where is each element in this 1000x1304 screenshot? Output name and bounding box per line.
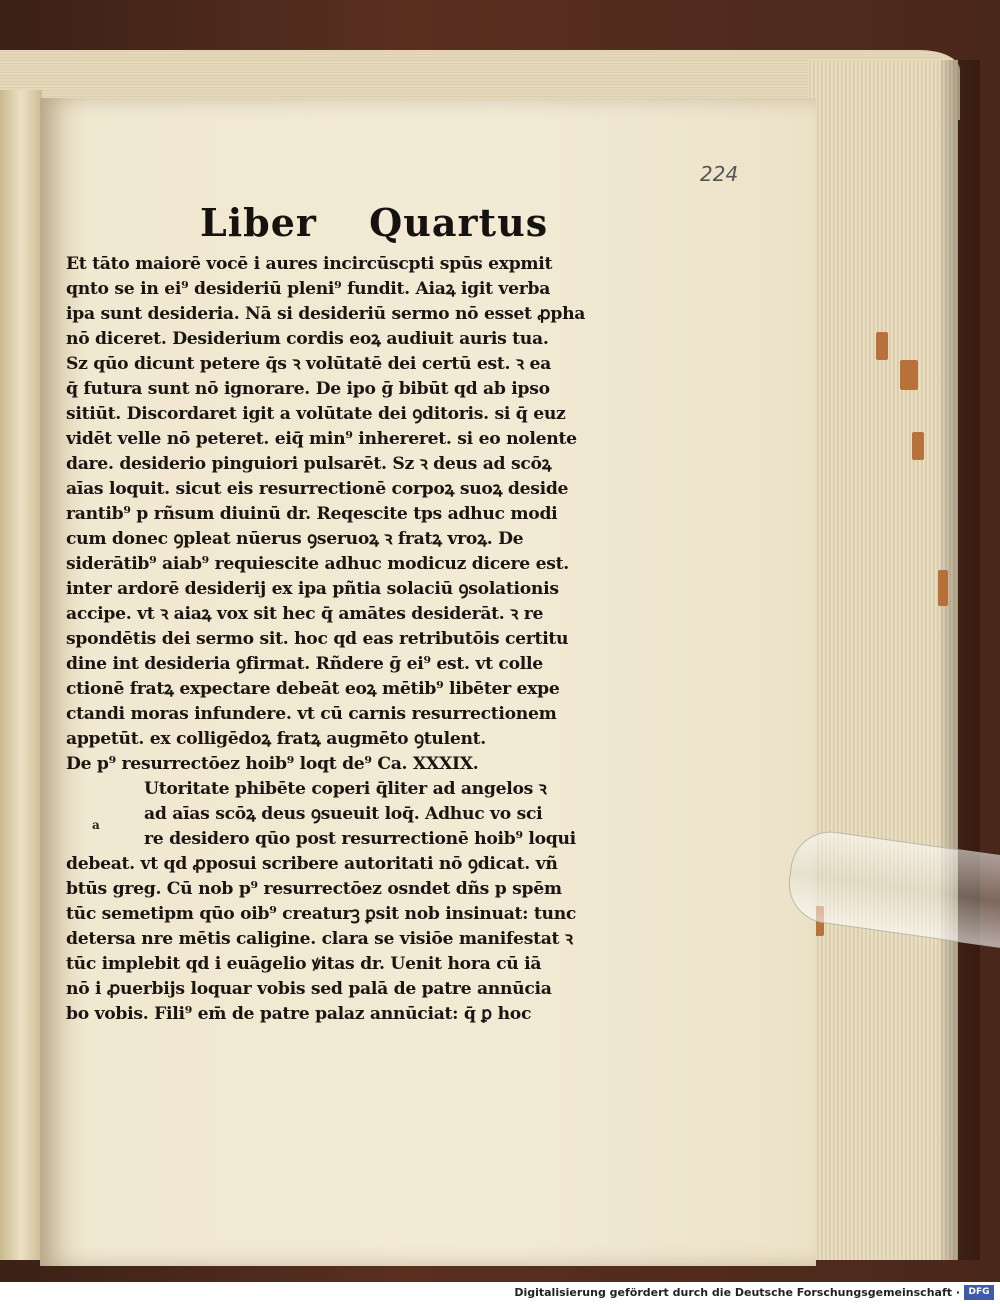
marginal-mark: a <box>92 818 100 832</box>
text-line: ctandi moras infundere. vt cū carnis resurrectionem <box>66 704 557 724</box>
text-line: cum donec ꝯpleat nūerus ꝯseruoꝝ ꝛ fratꝝ vroꝝ. De <box>66 529 524 549</box>
text-line: nō diceret. Desiderium cordis eoꝝ audiuit auris tua. <box>66 329 549 349</box>
text-line: ctionē fratꝝ expectare debeāt eoꝝ mētib⁹ libēter expe <box>66 679 560 699</box>
text-line: accipe. vt ꝛ aiaꝝ vox sit hec q̄ amātes desiderāt. ꝛ re <box>66 604 544 624</box>
fore-edge-shadow <box>940 60 980 1260</box>
body-text <box>66 252 626 1027</box>
page-tab <box>876 332 888 360</box>
funding-credit: Digitalisierung gefördert durch die Deutsche Forschungsgemeinschaft · <box>514 1286 960 1299</box>
text-line: sitiūt. Discordaret igit a volūtate dei ꝯditoris. si q̄ euz <box>66 404 566 424</box>
text-line: aīas loquit. sicut eis resurrectionē corpoꝝ suoꝝ deside <box>66 479 569 499</box>
text-line: tūc semetipm qūo oib⁹ creaturꝫ ꝑsit nob insinuat: tunc <box>66 904 577 924</box>
text-line: siderātib⁹ aiab⁹ requiescite adhuc modicuz dicere est. <box>66 554 569 574</box>
facing-page-edge <box>0 90 42 1260</box>
text-line: nō i ꝓuerbijs loquar vobis sed palā de patre annūcia <box>66 979 552 999</box>
text-line: btūs greg. Cū nob p⁹ resurrectōez osndet dñs p spēm <box>66 879 562 899</box>
text-line: detersa nre mētis caligine. clara se visiōe manifestat ꝛ <box>66 929 573 949</box>
chapter-heading: De p⁹ resurrectōez hoib⁹ loqt de⁹ Ca. XXXIX. <box>66 754 479 774</box>
text-line: qnto se in ei⁹ desideriū pleni⁹ fundit. Aiaꝝ igit verba <box>66 279 551 299</box>
page-title: Liber Quartus <box>200 200 549 245</box>
text-line: dine int desideria ꝯfirmat. Rñdere ḡ ei⁹ est. vt colle <box>66 654 543 674</box>
page-tab <box>912 432 924 460</box>
text-line: ad aīas scōꝝ deus ꝯsueuit loq̄. Adhuc vo sci <box>144 804 543 824</box>
page-block-fore-edge <box>808 60 958 1260</box>
text-line: re desidero qūo post resurrectionē hoib⁹ loqui <box>144 829 576 849</box>
text-line: tūc implebit qd i euāgelio ꝟitas dr. Uenit hora cū iā <box>66 954 542 974</box>
text-line: appetūt. ex colligēdoꝝ fratꝝ augmēto ꝯtulent. <box>66 729 486 749</box>
dfg-logo: DFG <box>964 1285 994 1300</box>
text-line: Sz qūo dicunt petere q̄s ꝛ volūtatē dei certū est. ꝛ ea <box>66 354 551 374</box>
page-tab <box>938 570 948 606</box>
footer-bar <box>0 1282 1000 1304</box>
text-line: rantib⁹ p rñsum diuinū dr. Reqescite tps adhuc modi <box>66 504 558 524</box>
text-line: ipa sunt desideria. Nā si desideriū sermo nō esset ꝓpha <box>66 304 586 324</box>
text-line: bo vobis. Fili⁹ em̄ de patre palaz annūciat: q̄ ꝑ hoc <box>66 1004 532 1024</box>
text-line: Utoritate phibēte coperi q̄liter ad angelos ꝛ <box>144 779 547 799</box>
text-line: q̄ futura sunt nō ignorare. De ipo ḡ bibūt qd ab ipso <box>66 379 550 399</box>
text-line: debeat. vt qd ꝓposui scribere autoritati nō ꝯdicat. vñ <box>66 854 558 874</box>
text-line: spondētis dei sermo sit. hoc qd eas retributōis certitu <box>66 629 569 649</box>
page-tab <box>900 360 918 390</box>
text-line: dare. desiderio pinguiori pulsarēt. Sz ꝛ deus ad scōꝝ <box>66 454 552 474</box>
text-line: Et tāto maiorē vocē i aures incircūscpti spūs expmit <box>66 254 553 274</box>
folio-number: 224 <box>700 162 739 186</box>
text-line: vidēt velle nō peteret. eiq̄ min⁹ inhereret. si eo nolente <box>66 429 577 449</box>
text-line: inter ardorē desiderij ex ipa pñtia solaciū ꝯsolationis <box>66 579 559 599</box>
